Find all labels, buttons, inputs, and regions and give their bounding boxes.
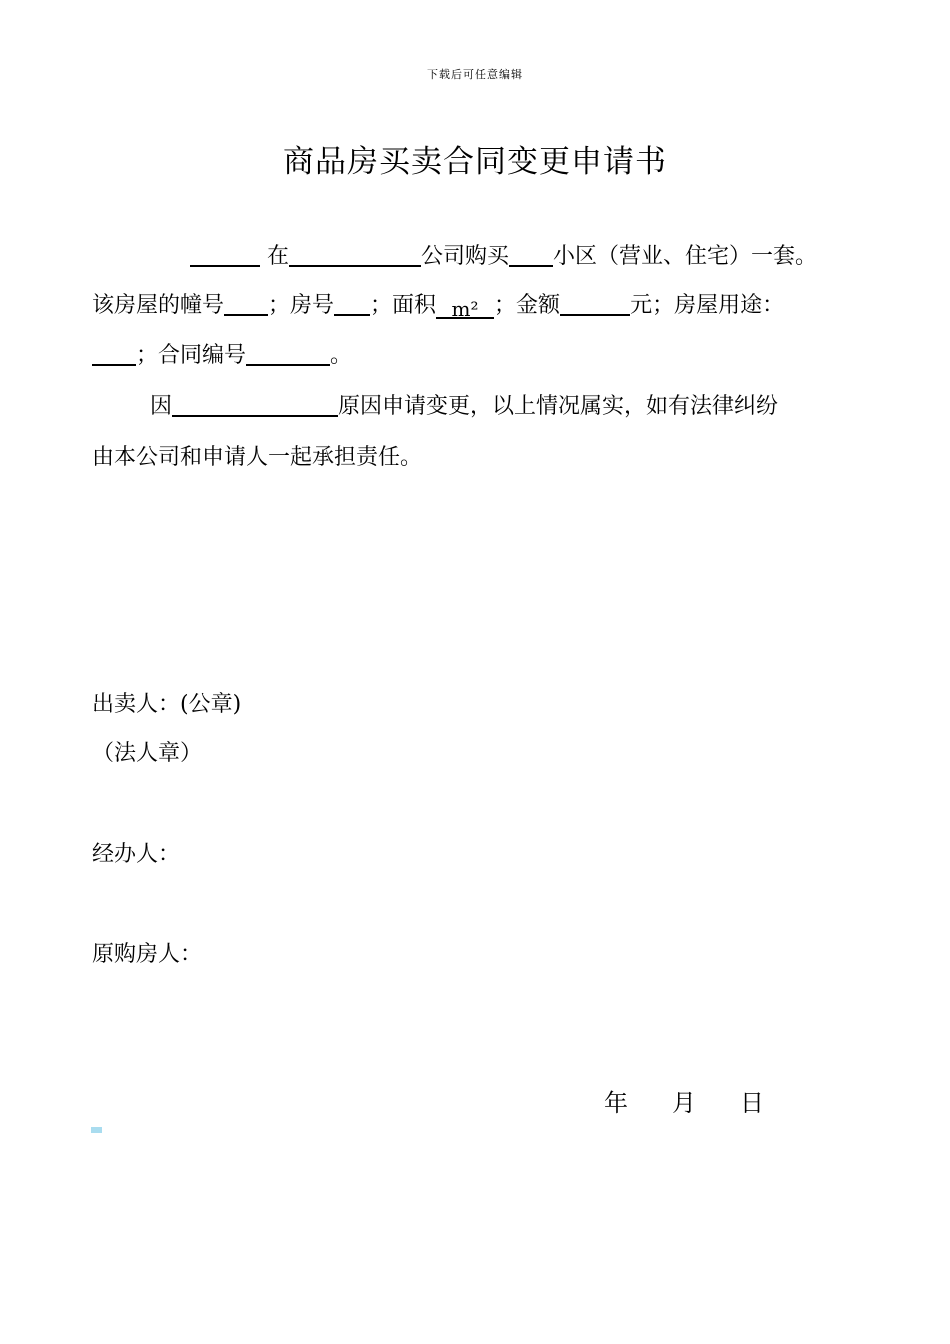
- building-number-blank[interactable]: [224, 292, 268, 316]
- text-reason: 原因申请变更，以上情况属实，如有法律纠纷: [338, 394, 779, 419]
- text-amount: ；金额: [494, 293, 561, 318]
- text-building-number: 该房屋的幢号: [92, 293, 225, 318]
- estate-name-blank[interactable]: [509, 243, 553, 267]
- text-company-buy: 公司购买: [421, 244, 510, 269]
- body-line-4: [150, 392, 778, 422]
- text-period: 。: [330, 343, 353, 368]
- legal-seal-label: （法人章）: [92, 741, 203, 766]
- text-room-number: ；房号: [268, 293, 335, 318]
- decorative-mark: [91, 1127, 102, 1133]
- handler-signature: 经办人：: [92, 842, 181, 867]
- contract-number-blank[interactable]: [246, 342, 330, 366]
- room-number-blank[interactable]: [334, 292, 370, 316]
- body-line-3: [92, 341, 352, 371]
- date-year: 年: [604, 1089, 628, 1117]
- company-name-blank[interactable]: [289, 243, 421, 267]
- original-buyer-signature: 原购房人：: [92, 942, 203, 967]
- text-at: 在: [267, 244, 290, 269]
- document-title: 商品房买卖合同变更申请书: [283, 144, 667, 180]
- seller-signature: 出卖人：(公章): [92, 692, 242, 717]
- date-line: [604, 1088, 764, 1118]
- text-estate: 小区（营业、住宅）一套。: [553, 244, 818, 269]
- amount-blank[interactable]: [560, 292, 630, 316]
- date-day: 日: [740, 1089, 764, 1117]
- usage-blank[interactable]: [92, 342, 136, 366]
- buyer-name-blank[interactable]: [190, 243, 260, 267]
- area-unit: m²: [451, 297, 479, 321]
- text-due-to: 因: [150, 394, 173, 419]
- body-line-2: [92, 291, 784, 321]
- header-note: 下载后可任意编辑: [427, 68, 523, 81]
- area-blank[interactable]: [436, 295, 494, 319]
- text-yuan-usage: 元；房屋用途：: [630, 293, 785, 318]
- body-line-1: [190, 242, 817, 272]
- text-area: ；面积: [370, 293, 437, 318]
- date-month: 月: [672, 1089, 696, 1117]
- text-contract-number: ；合同编号: [136, 343, 247, 368]
- body-line-5: 由本公司和申请人一起承担责任。: [92, 445, 423, 470]
- reason-blank[interactable]: [172, 393, 338, 417]
